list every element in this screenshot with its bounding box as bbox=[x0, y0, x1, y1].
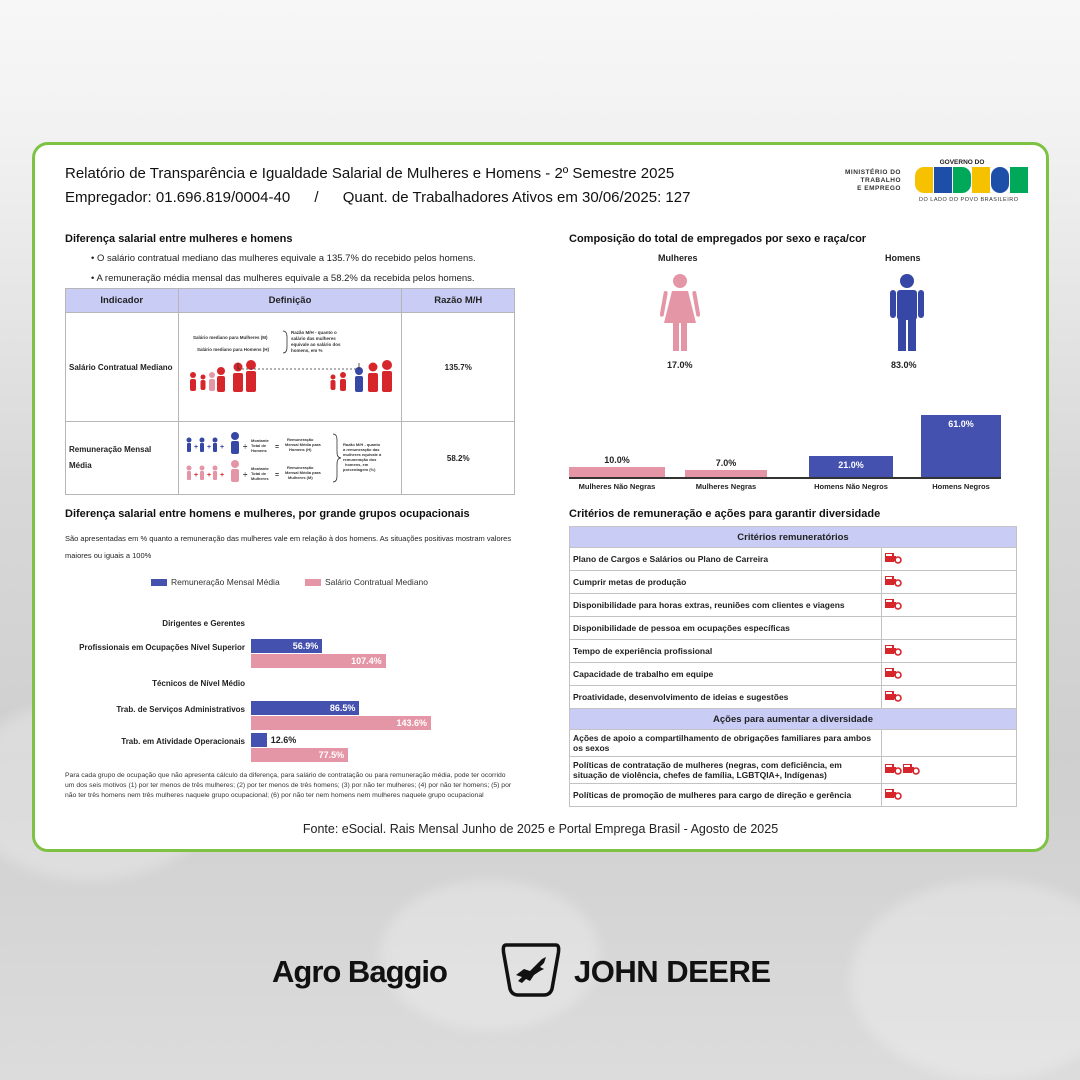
diversity-label-0: Ações de apoio a compartilhamento de obrigações familiares para ambos os sexos bbox=[570, 730, 882, 757]
col-indicador: Indicador bbox=[66, 289, 179, 313]
diversity-header: Ações para aumentar a diversidade bbox=[570, 709, 1017, 730]
svg-text:salário das mulheres: salário das mulheres bbox=[290, 336, 336, 341]
occupation-label-3: Trab. de Serviços Administrativos bbox=[116, 705, 245, 714]
row1-value: 135.7% bbox=[402, 313, 515, 422]
criteria-mark-icon bbox=[885, 645, 902, 656]
svg-text:Salário mediano para Mulheres: Salário mediano para Mulheres (M) bbox=[192, 335, 268, 340]
remuneration-diagram-icon bbox=[183, 426, 397, 488]
svg-text:porcentagem (%): porcentagem (%) bbox=[342, 467, 375, 472]
groups-footnote: Para cada grupo de ocupação que não apresenta cálculo da diferença, para salário de contratação ou para remuneração média, pode ter ocorrido um dos seis motivos (1) por ter menos de três mulheres; (2) por ter menos de três homens; (3) por não ter mulheres; (4) por não ter homens; (5) por não ter três homens nem três mulheres naquele grupo ocupacional; (6) por não ter nem homens nem mulheres naquele grupo ocupacional bbox=[65, 772, 512, 799]
gov-top-label: GOVERNO DO bbox=[939, 159, 985, 166]
occupation-bar-1-4: 77.5% bbox=[251, 748, 348, 762]
svg-text:Salário mediano para Homens (H: Salário mediano para Homens (H) bbox=[196, 347, 269, 352]
criteria-mark-4 bbox=[882, 640, 1017, 663]
col-definicao: Definição bbox=[178, 289, 402, 313]
active-workers: Quant. de Trabalhadores Ativos em 30/06/2025: 127 bbox=[342, 189, 691, 206]
race-bar-category-0: Mulheres Não Negras bbox=[578, 482, 656, 491]
svg-text:+: + bbox=[219, 472, 224, 479]
race-bar-category-2: Homens Não Negros bbox=[814, 482, 888, 491]
svg-text:÷: ÷ bbox=[242, 470, 247, 479]
table-row bbox=[570, 640, 1017, 663]
criteria-title: Critérios de remuneração e ações para garantir diversidade bbox=[569, 508, 881, 520]
svg-text:+: + bbox=[193, 444, 198, 451]
svg-text:Mensal Média para: Mensal Média para bbox=[284, 470, 321, 475]
occupation-bar-0-3: 86.5% bbox=[251, 701, 359, 715]
svg-text:mulheres equivale à: mulheres equivale à bbox=[342, 452, 381, 457]
criteria-mark-icon bbox=[885, 789, 902, 800]
diff-table bbox=[65, 288, 515, 495]
svg-text:Razão M/H - quanto o: Razão M/H - quanto o bbox=[290, 330, 337, 335]
legend-salario: Salário Contratual Mediano bbox=[305, 577, 428, 587]
occupation-label-1: Profissionais em Ocupações Nível Superior bbox=[79, 643, 245, 652]
occupation-bar-1-3: 143.6% bbox=[251, 716, 431, 730]
diff-title: Diferença salarial entre mulheres e homens bbox=[65, 233, 293, 245]
svg-text:÷: ÷ bbox=[242, 442, 247, 451]
report-subtitle bbox=[65, 189, 710, 206]
table-row bbox=[570, 757, 1017, 784]
svg-text:Montante: Montante bbox=[250, 438, 269, 443]
diversity-label-1: Políticas de contratação de mulheres (negras, com deficiência, em situação de violência, chefes de família, LGBTQIA+, Indígenas) bbox=[570, 757, 882, 784]
svg-text:+: + bbox=[193, 472, 198, 479]
criteria-header: Critérios remuneratórios bbox=[570, 527, 1017, 548]
criteria-table bbox=[569, 526, 1017, 807]
race-bar-value-2: 21.0% bbox=[838, 459, 864, 470]
race-bar-category-3: Homens Negros bbox=[932, 482, 990, 491]
men-label: Homens bbox=[885, 253, 921, 263]
women-pct: 17.0% bbox=[667, 360, 693, 370]
criteria-label-3: Disponibilidade de pessoa em ocupações específicas bbox=[570, 617, 882, 640]
table-row bbox=[570, 686, 1017, 709]
race-bar-category-1: Mulheres Negras bbox=[695, 482, 757, 491]
race-bar-1 bbox=[685, 470, 767, 477]
employer-id: Empregador: 01.696.819/0004-40 bbox=[65, 189, 291, 206]
criteria-label-4: Tempo de experiência profissional bbox=[570, 640, 882, 663]
criteria-label-2: Disponibilidade para horas extras, reuniões com clientes e viagens bbox=[570, 594, 882, 617]
row2-definition bbox=[178, 422, 402, 495]
table-row bbox=[570, 594, 1017, 617]
brasil-wordmark bbox=[915, 167, 1028, 193]
row1-definition bbox=[178, 313, 402, 422]
row1-label: Salário Contratual Mediano bbox=[66, 313, 179, 422]
report-title: Relatório de Transparência e Igualdade Salarial de Mulheres e Homens - 2º Semestre 2025 bbox=[65, 165, 675, 182]
svg-text:Homens: Homens bbox=[250, 448, 267, 453]
occupation-label-2: Técnicos de Nível Médio bbox=[152, 679, 245, 688]
race-bar-value-0: 10.0% bbox=[604, 454, 630, 465]
row2-value: 58.2% bbox=[402, 422, 515, 495]
groups-description: São apresentadas em % quanto a remuneração das mulheres vale em relação à dos homens. As situações positivas mostram valores maiores ou iguais a 100% bbox=[65, 534, 512, 560]
criteria-mark-5 bbox=[882, 663, 1017, 686]
col-razao: Razão M/H bbox=[402, 289, 515, 313]
agro-baggio-logo: Agro Baggio bbox=[272, 954, 447, 989]
occupation-bar-0-4 bbox=[251, 733, 267, 747]
criteria-mark-icon bbox=[885, 553, 902, 564]
diversity-label-2: Políticas de promoção de mulheres para cargo de direção e gerência bbox=[570, 784, 882, 807]
men-pct: 83.0% bbox=[891, 360, 917, 370]
source-footer: Fonte: eSocial. Rais Mensal Junho de 2025 e Portal Emprega Brasil - Agosto de 2025 bbox=[302, 822, 779, 836]
criteria-mark-2 bbox=[882, 594, 1017, 617]
race-bar-value-3: 61.0% bbox=[948, 419, 974, 429]
race-sex-bar-chart bbox=[569, 407, 1019, 497]
svg-text:a remuneração das: a remuneração das bbox=[342, 447, 379, 452]
table-row bbox=[570, 730, 1017, 757]
criteria-mark-icon bbox=[885, 691, 902, 702]
svg-text:Homens (H): Homens (H) bbox=[288, 447, 311, 452]
svg-text:Remuneração: Remuneração bbox=[286, 437, 313, 442]
diff-bullet-2: • A remuneração média mensal das mulheres equivale a 58.2% da recebida pelos homens. bbox=[91, 273, 475, 284]
diversity-mark-2 bbox=[882, 784, 1017, 807]
occupation-label-0: Dirigentes e Gerentes bbox=[162, 619, 245, 628]
header-separator: / bbox=[314, 189, 319, 206]
gov-slogan: DO LADO DO POVO BRASILEIRO bbox=[919, 197, 1019, 203]
occupation-label-4: Trab. em Atividade Operacionais bbox=[121, 737, 245, 746]
criteria-mark-icon bbox=[903, 764, 920, 775]
svg-text:equivale ao salário dos: equivale ao salário dos bbox=[290, 342, 341, 347]
composition-title: Composição do total de empregados por sexo e raça/cor bbox=[569, 233, 867, 245]
criteria-label-1: Cumprir metas de produção bbox=[570, 571, 882, 594]
criteria-mark-1 bbox=[882, 571, 1017, 594]
race-chart-baseline bbox=[569, 477, 1001, 479]
woman-icon bbox=[660, 273, 700, 351]
diff-bullet-1: • O salário contratual mediano das mulheres equivale a 135.7% do recebido pelos homens. bbox=[91, 253, 476, 264]
svg-text:Mulheres: Mulheres bbox=[250, 476, 269, 481]
svg-text:Total de: Total de bbox=[250, 443, 266, 448]
svg-text:=: = bbox=[274, 444, 279, 451]
occupation-bar-chart bbox=[65, 607, 505, 767]
criteria-mark-icon bbox=[885, 599, 902, 610]
brand-bar bbox=[0, 940, 1080, 1010]
svg-text:=: = bbox=[274, 472, 279, 479]
svg-text:homens, em: homens, em bbox=[344, 462, 368, 467]
ministry-label: MINISTÉRIO DO TRABALHO E EMPREGO bbox=[845, 169, 901, 192]
occupation-bar-1-1: 107.4% bbox=[251, 654, 386, 668]
report-card bbox=[32, 142, 1049, 852]
criteria-label-6: Proatividade, desenvolvimento de ideias e sugestões bbox=[570, 686, 882, 709]
john-deere-deer-icon bbox=[500, 941, 562, 999]
criteria-mark-3 bbox=[882, 617, 1017, 640]
criteria-label-0: Plano de Cargos e Salários ou Plano de Carreira bbox=[570, 548, 882, 571]
row2-label: Remuneração Mensal Média bbox=[66, 422, 179, 495]
svg-text:Total de: Total de bbox=[250, 471, 266, 476]
svg-text:+: + bbox=[206, 472, 211, 479]
diversity-mark-1 bbox=[882, 757, 1017, 784]
criteria-mark-6 bbox=[882, 686, 1017, 709]
groups-title: Diferença salarial entre homens e mulheres, por grande grupos ocupacionais bbox=[65, 508, 470, 520]
table-row bbox=[570, 571, 1017, 594]
svg-text:Mulheres (M): Mulheres (M) bbox=[287, 475, 313, 480]
svg-text:Montante: Montante bbox=[250, 466, 269, 471]
criteria-mark-icon bbox=[885, 576, 902, 587]
gov-logo bbox=[835, 159, 1025, 209]
svg-text:Mensal Média para: Mensal Média para bbox=[284, 442, 321, 447]
svg-text:Razão M/H - quanto: Razão M/H - quanto bbox=[342, 442, 380, 447]
svg-text:homens, em %: homens, em % bbox=[290, 348, 323, 353]
table-row bbox=[570, 617, 1017, 640]
criteria-mark-0 bbox=[882, 548, 1017, 571]
race-bar-value-1: 7.0% bbox=[715, 457, 737, 468]
svg-text:remuneração dos: remuneração dos bbox=[342, 457, 376, 462]
occupation-bar-0-1: 56.9% bbox=[251, 639, 322, 653]
criteria-mark-icon bbox=[885, 764, 902, 775]
criteria-label-5: Capacidade de trabalho em equipe bbox=[570, 663, 882, 686]
svg-text:+: + bbox=[219, 444, 224, 451]
salary-median-diagram-icon bbox=[183, 317, 397, 415]
occupation-bar-value-0-4: 12.6% bbox=[270, 735, 297, 745]
svg-text:+: + bbox=[206, 444, 211, 451]
diversity-mark-0 bbox=[882, 730, 1017, 757]
john-deere-logo: JOHN DEERE bbox=[574, 954, 771, 989]
women-label: Mulheres bbox=[658, 253, 698, 263]
table-row bbox=[570, 548, 1017, 571]
race-bar-0 bbox=[569, 467, 665, 477]
man-icon bbox=[887, 273, 927, 351]
svg-text:Remuneração: Remuneração bbox=[286, 465, 313, 470]
legend-remuneracao: Remuneração Mensal Média bbox=[151, 577, 280, 587]
table-row bbox=[570, 784, 1017, 807]
table-row bbox=[570, 663, 1017, 686]
criteria-mark-icon bbox=[885, 668, 902, 679]
